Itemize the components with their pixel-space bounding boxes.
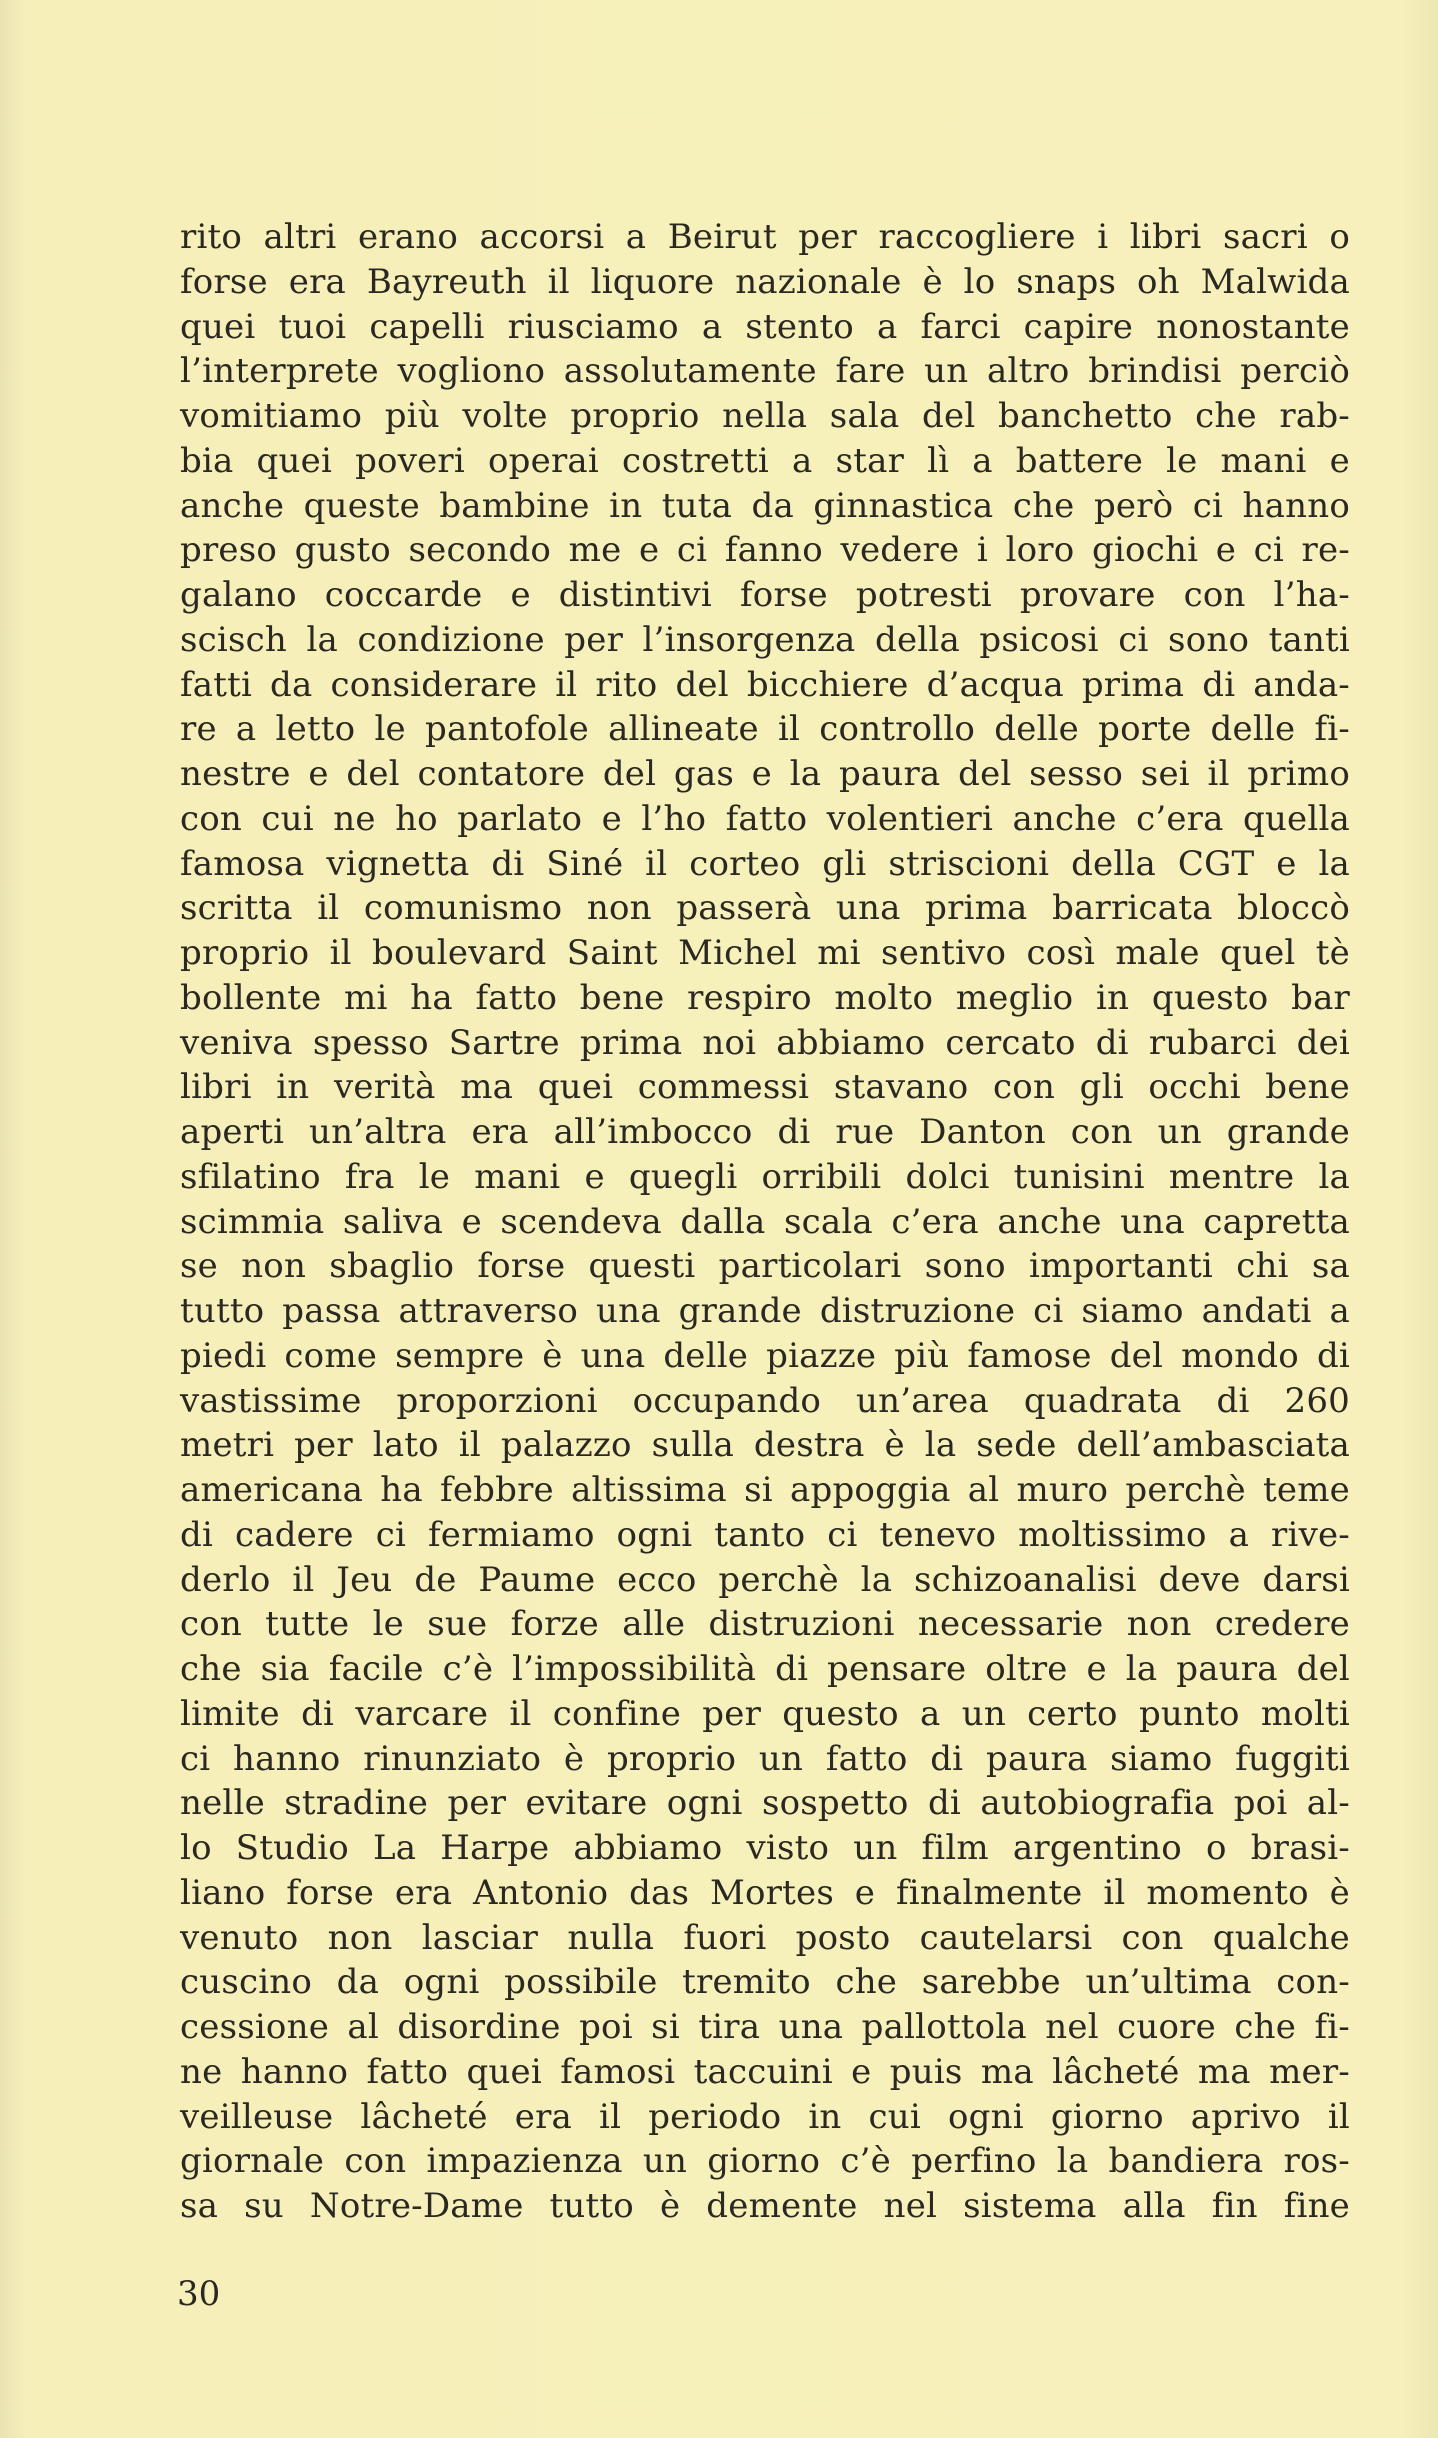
- text-line-9: galano coccarde e distintivi forse potresti provare con l’ha-: [180, 575, 1350, 615]
- text-line-4: l’interprete vogliono assolutamente fare un altro brindisi perciò: [180, 351, 1350, 392]
- text-line-40: cuscino da ogni possibile tremito che sarebbe un’ultima con-: [180, 1962, 1350, 2003]
- text-line-17: proprio il boulevard Saint Michel mi sentivo così male quel tè: [180, 933, 1350, 973]
- text-line-41: cessione al disordine poi si tira una pallottola nel cuore che fi-: [180, 2007, 1350, 2047]
- text-line-12: re a letto le pantofole allineate il controllo delle porte delle fi-: [180, 709, 1350, 750]
- text-line-11: fatti da considerare il rito del bicchiere d’acqua prima di anda-: [180, 664, 1350, 705]
- text-line-31: derlo il Jeu de Paume ecco perchè la schizoanalisi deve darsi: [180, 1559, 1350, 1600]
- text-line-27: vastissime proporzioni occupando un’area quadrata di 260: [180, 1380, 1350, 1421]
- text-line-24: se non sbaglio forse questi particolari sono importanti chi sa: [180, 1246, 1350, 1287]
- text-line-3: quei tuoi capelli riusciamo a stento a farci capire nonostante: [180, 306, 1350, 347]
- text-line-10: scisch la condizione per l’insorgenza della psicosi ci sono tanti: [180, 619, 1350, 660]
- text-line-5: vomitiamo più volte proprio nella sala del banchetto che rab-: [180, 396, 1350, 436]
- text-line-15: famosa vignetta di Siné il corteo gli striscioni della CGT e la: [180, 843, 1350, 884]
- text-line-7: anche queste bambine in tuta da ginnastica che però ci hanno: [180, 485, 1350, 526]
- text-line-25: tutto passa attraverso una grande distruzione ci siamo andati a: [180, 1291, 1350, 1331]
- text-line-36: nelle stradine per evitare ogni sospetto di autobiografia poi al-: [180, 1783, 1350, 1824]
- text-line-1: rito altri erano accorsi a Beirut per raccogliere i libri sacri o: [180, 217, 1350, 257]
- text-line-33: che sia facile c’è l’impossibilità di pensare oltre e la paura del: [180, 1649, 1350, 1689]
- text-line-30: di cadere ci fermiamo ogni tanto ci tenevo moltissimo a rive-: [180, 1514, 1350, 1555]
- body-text: [180, 215, 1350, 2229]
- text-line-13: nestre e del contatore del gas e la paura del sesso sei il primo: [180, 754, 1350, 794]
- text-line-42: ne hanno fatto quei famosi taccuini e puis ma lâcheté ma mer-: [180, 2051, 1350, 2092]
- text-line-28: metri per lato il palazzo sulla destra è la sede dell’ambasciata: [180, 1425, 1350, 1466]
- text-line-26: piedi come sempre è una delle piazze più famose del mondo di: [180, 1335, 1350, 1376]
- text-line-19: veniva spesso Sartre prima noi abbiamo cercato di rubarci dei: [180, 1022, 1350, 1063]
- text-line-20: libri in verità ma quei commessi stavano con gli occhi bene: [180, 1067, 1350, 1108]
- text-line-43: veilleuse lâcheté era il periodo in cui ogni giorno aprivo il: [180, 2096, 1350, 2137]
- page-number: 30: [177, 2274, 221, 2314]
- text-line-34: limite di varcare il confine per questo a un certo punto molti: [180, 1693, 1350, 1734]
- text-line-6: bia quei poveri operai costretti a star lì a battere le mani e: [180, 440, 1350, 481]
- text-line-2: forse era Bayreuth il liquore nazionale è lo snaps oh Malwida: [180, 261, 1350, 302]
- text-line-29: americana ha febbre altissima si appoggia al muro perchè teme: [180, 1470, 1350, 1510]
- text-line-16: scritta il comunismo non passerà una prima barricata bloccò: [180, 888, 1350, 929]
- text-line-8: preso gusto secondo me e ci fanno vedere i loro giochi e ci re-: [180, 530, 1350, 571]
- text-line-45: sa su Notre-Dame tutto è demente nel sistema alla fin fine: [180, 2186, 1350, 2226]
- text-line-18: bollente mi ha fatto bene respiro molto meglio in questo bar: [180, 977, 1350, 1018]
- text-line-38: liano forse era Antonio das Mortes e finalmente il momento è: [180, 1872, 1350, 1913]
- text-line-21: aperti un’altra era all’imbocco di rue Danton con un grande: [180, 1112, 1350, 1152]
- text-line-39: venuto non lasciar nulla fuori posto cautelarsi con qualche: [180, 1917, 1350, 1958]
- text-line-14: con cui ne ho parlato e l’ho fatto volentieri anche c’era quella: [180, 798, 1350, 839]
- text-line-37: lo Studio La Harpe abbiamo visto un film argentino o brasi-: [180, 1828, 1350, 1868]
- text-line-22: sfilatino fra le mani e quegli orribili dolci tunisini mentre la: [180, 1156, 1350, 1197]
- text-line-23: scimmia saliva e scendeva dalla scala c’era anche una capretta: [180, 1201, 1350, 1242]
- text-line-35: ci hanno rinunziato è proprio un fatto di paura siamo fuggiti: [180, 1738, 1350, 1779]
- text-line-44: giornale con impazienza un giorno c’è perfino la bandiera ros-: [180, 2141, 1350, 2182]
- text-line-32: con tutte le sue forze alle distruzioni necessarie non credere: [180, 1604, 1350, 1645]
